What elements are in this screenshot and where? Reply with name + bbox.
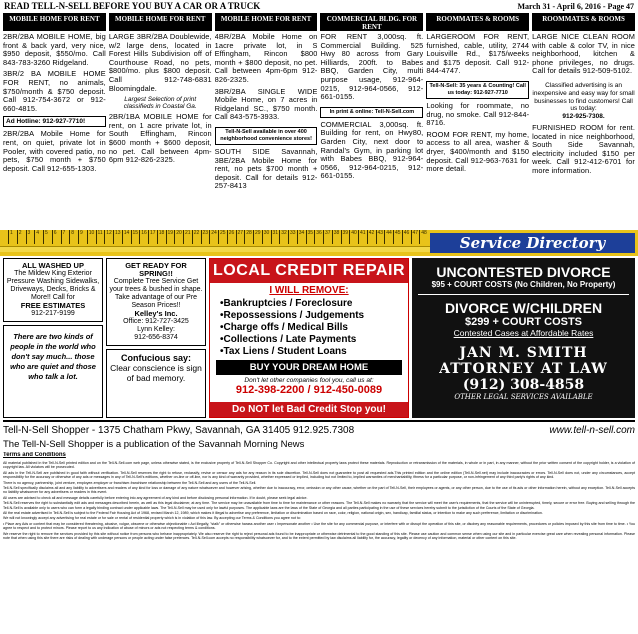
ruler-tick: 19 [166, 230, 175, 244]
publisher-info [3, 420, 635, 450]
classified-ad: LARGEROOM FOR RENT, furnished, cable, utility, 2744 Louisville Rd., $175/weeks and $175 deposit. Call 912-844-4747. [426, 32, 530, 76]
ruler-tick: 36 [314, 230, 323, 244]
ruler-tick: 32 [279, 230, 288, 244]
terms-paragraph: There is no agency, partnership, joint venture, employee-employer or franchiser-franchisee relationship between the Tell-N-Sell and any users of the Tell-N-Sell. [3, 480, 257, 485]
ruler-tick: 43 [376, 230, 385, 244]
terms-paragraph: Tell-N-Sell specifically disclaims all and any liability to advertisers and readers of any kind for loss or damage of any nature whatsoever and however arising, whether due to inaccuracy, error, omission or any other cause, whether on the part of Tell-N-Sell, their employees or agents, or any other person, due to the use of its ads or other information herein, without any exception. Tell-N-Sell accepts no liability whatsoever for any advertisers or readers in this event. [3, 486, 635, 495]
promo-note: Largest Selection of print classifieds in Coastal Ga. [123, 96, 197, 111]
header-date: March 31 - April 6, 2016 - Page 47 [517, 1, 634, 11]
ruler-tick: 27 [236, 230, 245, 244]
washed-up-title: ALL WASHED UP [22, 261, 84, 270]
tree-service-title: GET READY FOR SPRING!! [125, 261, 187, 278]
terms-paragraph: All material published in the Tell-N-Sell printed edition and on the Tell-N-Sell.com web page, unless otherwise stated, is the exclusive property of Tell-N-Sell Shopper Co. Copyright and other intellectual property laws protect these materials. Reproduction or retransmission of the materials, in whole or in part, in any manner, without the prior written consent of the copyright holder, is a violation of copyright law. All violators will be prosecuted. [3, 461, 635, 470]
service-directory-banner [0, 230, 638, 256]
ruler-tick: 26 [227, 230, 236, 244]
terms-paragraph: All users are advised to check all and message details carefully before entering into any agreement of any kind and before disclosing personal information. If in doubt, please seek legal advice. [3, 495, 308, 500]
uncontested-divorce: UNCONTESTED DIVORCE [436, 264, 611, 280]
ruler-tick: 18 [157, 230, 166, 244]
credit-repair-list [210, 296, 408, 360]
terms-paragraph: All the real estate advertised in Tell-N-Sell is subject to the Federal Fair Housing Act of 1968, revised March 12, 1989, which makes it illegal to advertise any preference, limitation or discrimination based on race, color, religion, national origin, sex, handicap, familial status, or intention to make any such preference, limitation or discrimination. [3, 511, 543, 516]
credit-repair-item: • Bankruptcies / Foreclosure [220, 298, 398, 310]
tree-service-text: Complete Tree Service Get your trees & bushed in shape. Take advantage of our Pre Season Prices!! [109, 278, 203, 309]
ruler-tick: 42 [367, 230, 376, 244]
ruler-tick: 30 [262, 230, 271, 244]
credit-repair-footer: Do NOT let Bad Credit Stop you! [210, 402, 408, 417]
divorce-children-price: $299 + COURT COSTS [464, 316, 583, 328]
promo-note: Tell-N-Sell available in over 400 neighborhood convenience stores! [215, 127, 318, 145]
ruler-tick: 31 [271, 230, 280, 244]
ruler-tick: 41 [358, 230, 367, 244]
ruler-tick: 20 [174, 230, 183, 244]
classified-columns [3, 13, 635, 229]
publisher-address: Tell-N-Sell Shopper - 1375 Chatham Pkwy, Savannah, GA 31405 912.925.7308 [3, 425, 355, 436]
ruler-tick: 4 [34, 230, 43, 244]
column-heading: ROOMMATES & ROOMS [532, 13, 635, 31]
classified-ad: LARGE NICE CLEAN ROOM with cable & color TV, in nice neighborhood, kitchen & phone privileges, no drugs. Call for details 912-509-5102. [532, 32, 635, 76]
ruler-tick: 38 [332, 230, 341, 244]
dream-home-banner: BUY YOUR DREAM HOME [216, 360, 402, 375]
washed-up-text: The Mildew King Exterior Pressure Washing Sidewalks, Driveways, Decks, Bricks & More!! Call for [6, 270, 100, 301]
ruler-tick: 10 [87, 230, 96, 244]
pencil-graphic [0, 246, 430, 252]
tree-service-phone: 912-656-8374 [134, 334, 178, 341]
classified-ad: 3BR/2BA SINGLE WIDE Mobile Home, on 7 acres in Ridgeland SC., $750 month. Call 843-575-3933. [214, 86, 318, 122]
washed-up-estimates: FREE ESTIMATES [20, 301, 86, 310]
tree-service-ad[interactable] [106, 258, 206, 346]
ruler-tick: 17 [148, 230, 157, 244]
credit-repair-ad[interactable] [209, 258, 409, 418]
ruler-tick: 39 [341, 230, 350, 244]
ruler-tick: 3 [26, 230, 35, 244]
column-heading: MOBILE HOME FOR RENT [215, 13, 318, 31]
column-heading: COMMERCIAL BLDG. FOR RENT [320, 13, 423, 31]
ruler-tick: 11 [96, 230, 105, 244]
terms-paragraph: All ads in the Tell-N-Sell are published in good faith without verification. Tell-N-Sell reserves the right to refuse, reclassify, revise or censor any ads for any reason in its sole discretion. Tell-N-Sell does not guarantee to post all requested ads.This printed edition and the online edition (Tell-N-Sell.net) may include inaccuracies or errors. Tell-N-Sell does not, under any circumstances, accept responsibility for the accuracy or otherwise of any ads or messages in any of Tell-N-Sell's editions, whether on-line or off-line, nor is any kind of warranty provided, whether expressed or implied, including but not limited to, implied warranties of merchantability, fitness for a particular purpose, or non-infringement of any third party's rights of any kind. [3, 470, 635, 480]
credit-repair-item: • Collections / Late Payments [220, 334, 398, 346]
classified-ad: FOR RENT 3,000sq. ft. Commercial Building. 525 Hwy 80 across from Gary Hilliards, 200ft. to Babes BBQ, Garden City, multi purpose usage, 912-964-0215, 912-964-0566, 912-661-0155. [320, 32, 424, 102]
contested-cases: Contested Cases at Affordable Rates [453, 328, 594, 338]
ruler-tick: 37 [323, 230, 332, 244]
service-column-2 [106, 258, 206, 418]
ruler-tick: 22 [192, 230, 201, 244]
terms-paragraph: We reserve the right to remove the services provided by this site without notice from persons who behave inappropriately. We also reserve the right to reject personal ads found to be inappropriate or otherwise detrimental to the good standing of this site. Please use caution and common sense when using our site and in particular exercise great care when revealing personal information. Please note that when using this site there are risks of dealing with underage persons or people acting under false pretences. Tell-N-Sell.com accepts no responsibility whatsoever for, and to the extent permitted by law disclaims all liability for, the accuracy, legality or decency of any information, material or other content on this site. [3, 531, 635, 541]
promo-note: Tell-N-Sell: 35 years & Counting! Call us today: 912-927-7710 [426, 81, 529, 99]
other-services: OTHER LEGAL SERVICES AVAILABLE [454, 393, 593, 401]
header-title: READ TELL-N-SELL BEFORE YOU BUY A CAR OR A TRUCK [4, 1, 261, 11]
ruler-tick: 1 [8, 230, 17, 244]
divider [418, 294, 629, 295]
ruler-ticks [8, 230, 428, 244]
ruler-tick: 23 [201, 230, 210, 244]
ruler-tick: 9 [78, 230, 87, 244]
classified-column [426, 13, 529, 229]
ruler-tick: 13 [113, 230, 122, 244]
ruler-tick: 35 [306, 230, 315, 244]
publisher-line [3, 425, 635, 436]
service-directory [3, 258, 635, 418]
credit-repair-item: • Tax Liens / Student Loans [220, 346, 398, 358]
credit-repair-phones: 912-398-2200 / 912-450-0089 [235, 384, 383, 396]
two-kinds-quote: There are two kinds of people in the world who don't say much... those who are quiet and those who talk a lot. [3, 325, 103, 418]
ad-hotline-box: Ad Hotline: 912-927-7710! [3, 116, 106, 127]
divorce-attorney-ad[interactable] [412, 258, 635, 418]
classified-column [109, 13, 212, 229]
ruler-tick: 7 [61, 230, 70, 244]
classified-column [215, 13, 318, 229]
ruler-tick: 40 [349, 230, 358, 244]
classified-column [3, 13, 106, 229]
uncontested-price: $95 + COURT COSTS (No Children, No Property) [431, 280, 616, 289]
terms-paragraph: Tell-N-Sell reserves the right to substantially edit ads and messages described herein, as well as this legal disclaimer, at any time. The service may be unavailable from time to time for maintenance or other reasons. The Tell-N-Sell makes no warranty that the service will meet the user's requirements, that the service will be uninterrupted, timely, secure or error free. Buying and selling through the Tell-N-Sell is available only to users who can form a legally binding contract under applicable laws. The Tell-N-Sell may be used only for lawful purposes. The applicable laws are the laws of the State of Georgia and all parties participating in the use of these services hereby submit to the jurisdiction of the Courts of the State of Georgia. [3, 501, 635, 510]
classified-ad: 2BR/1BA MOBILE HOME for rent, on 1 acre private lot, in South Effingham, Rincon $600 month + $600 deposit, no pet. Call between 4pm-6pm 912-826-2325. [108, 112, 212, 165]
classified-ad: ROOM FOR RENT, my home, access to all area, washer & dryer, $400/month and $150 deposit. Call 912-963-7631 for more detail. [426, 129, 530, 174]
credit-repair-item: • Repossessions / Judgements [220, 310, 398, 322]
classified-column [320, 13, 423, 229]
tree-service-company: Kelley's Inc. [134, 309, 178, 318]
washed-up-ad[interactable] [3, 258, 103, 322]
ruler-tick: 44 [384, 230, 393, 244]
classified-ad: LARGE 3BR/2BA Doublewide, w/2 large dens, located in Forest Hills Subdivision off of Courthouse Road, no pets, $800/mo. plus $800 deposit. Call 912-748-6831 Bloomingdale. [108, 32, 212, 93]
credit-repair-title: LOCAL CREDIT REPAIR [210, 259, 408, 283]
ruler-tick: 5 [43, 230, 52, 244]
washed-up-phone: 912-217-9199 [31, 310, 75, 317]
ruler-tick: 2 [17, 230, 26, 244]
ruler-tick: 24 [209, 230, 218, 244]
classified-ad: FURNISHED ROOM for rent. located in nice neighborhood, South Side Savannah, electricity included $150 per week. Call 912-412-6701 for more information. [532, 122, 635, 175]
publisher-url[interactable]: www.tell-n-sell.com [549, 425, 635, 436]
classified-ad: 4BR/2BA Mobile Home on 1acre private lot, in S Effingham, Rincon $800 month + $800 deposit, no pet. Call between 4pm-6pm 912-826-2325. [214, 32, 318, 84]
classified-promo-text: Classified advertising is an inexpensive and easy way for small businesses to find customers! Call us today: [532, 81, 635, 113]
ruler-tick: 6 [52, 230, 61, 244]
ruler-tick: 21 [183, 230, 192, 244]
attorney-title: ATTORNEY AT LAW [439, 361, 608, 377]
service-directory-title: Service Directory [430, 233, 635, 253]
classified-column [532, 13, 635, 229]
credit-repair-dont: Don't let other companies fool you, call us at: [244, 377, 374, 384]
terms-paragraph: We will not knowingly accept any advertising for real estate or for sale or rental of residential property which is in violation of this law. By accepting our Terms & Conditions you agree not to: [3, 516, 301, 521]
terms-title: Terms and Conditions [3, 452, 66, 458]
ruler-tick: 29 [253, 230, 262, 244]
column-heading: MOBILE HOME FOR RENT [3, 13, 106, 31]
ruler-tick: 34 [297, 230, 306, 244]
ruler-tick: 25 [218, 230, 227, 244]
divorce-children: DIVORCE W/CHILDREN [444, 300, 603, 316]
column-heading: MOBILE HOME FOR RENT [109, 13, 212, 31]
credit-repair-item: • Charge offs / Medical Bills [220, 322, 398, 334]
classified-ad: SOUTH SIDE Savannah, 3BE/2BA Mobile Home for rent, no pets $700 month + deposit. Call for details 912-257-8413 [214, 146, 318, 191]
ruler-tick: 14 [122, 230, 131, 244]
ruler-tick: 45 [393, 230, 402, 244]
ruler-tick: 16 [139, 230, 148, 244]
classified-ad: Looking for roommate, no drug, no smoke. Call 912-844-8716. [426, 100, 530, 128]
promo-note: In print & online: Tell-N-Sell.com [320, 107, 423, 118]
ruler-tick: 15 [131, 230, 140, 244]
confucius-quote [106, 349, 206, 418]
terms-and-conditions [3, 452, 635, 632]
ruler-tick: 8 [69, 230, 78, 244]
ruler-tick: 47 [411, 230, 420, 244]
classified-ad: 2BR/2BA Mobile Home for rent, on quiet, private lot in Pooler, with covered patio, no pets, $750 month + $750 deposit. Call 912-655-1303. [3, 129, 106, 173]
attorney-phone: (912) 308-4858 [462, 377, 585, 393]
classified-ad: 3BR/2 BA MOBILE HOME FOR RENT, no animals, $750/month & $750 deposit. Call 912-754-3672 or 912-660-4815. [3, 69, 106, 113]
tree-service-office: Office: 912-727-3425 [123, 318, 189, 325]
credit-repair-subtitle: I WILL REMOVE: [269, 285, 349, 296]
terms-paragraph: • Place any Ads or content that may be considered threatening, abusive, vulgar, obscene or otherwise objectionable • Act illegally, "stalk" or otherwise harass another user • Impersonate another • Use the site for any commercial purpose, or interfere with or disrupt the operation of this site, or disobey any reasonable requirements, procedures or policies imposed by this site from time to time. • You agree to respect and to protect minors. Please report to us any indication of abuse of minors or ads not respecting terms & conditions. [3, 521, 635, 531]
page-header [0, 0, 638, 12]
classified-ad: COMMERCIAL 3,000sq. ft. Building for rent, on Hwy80, Garden City, next door to Randal's Gym, in parking lot with Babes BBQ, 912-964-0566, 912-964-0215, 912-661-0155. [320, 119, 424, 181]
ruler-tick: 33 [288, 230, 297, 244]
confucius-title: Confucious say: [120, 353, 191, 363]
classified-ad: 2BR/2BA MOBILE HOME, big front & back yard, very nice, $950 deposit, $550/mo. Call 843-783-3260 Ridgeland. [3, 32, 106, 67]
confucius-text: Clear conscience is sign of bad memory. [110, 363, 202, 383]
ruler-tick: 12 [104, 230, 113, 244]
classified-promo [532, 82, 635, 121]
attorney-name: JAN M. SMITH [459, 345, 588, 361]
service-column-1 [3, 258, 103, 418]
tree-service-name: Lynn Kelley: [137, 326, 175, 333]
classified-promo-phone: 912-925-7308. [562, 113, 605, 121]
publisher-note: The Tell-N-Sell Shopper is a publication of the Savannah Morning News [3, 439, 305, 450]
ruler-tick: 28 [244, 230, 253, 244]
column-heading: ROOMMATES & ROOMS [426, 13, 529, 31]
ruler-tick: 48 [419, 230, 428, 244]
ruler-tick: 46 [402, 230, 411, 244]
